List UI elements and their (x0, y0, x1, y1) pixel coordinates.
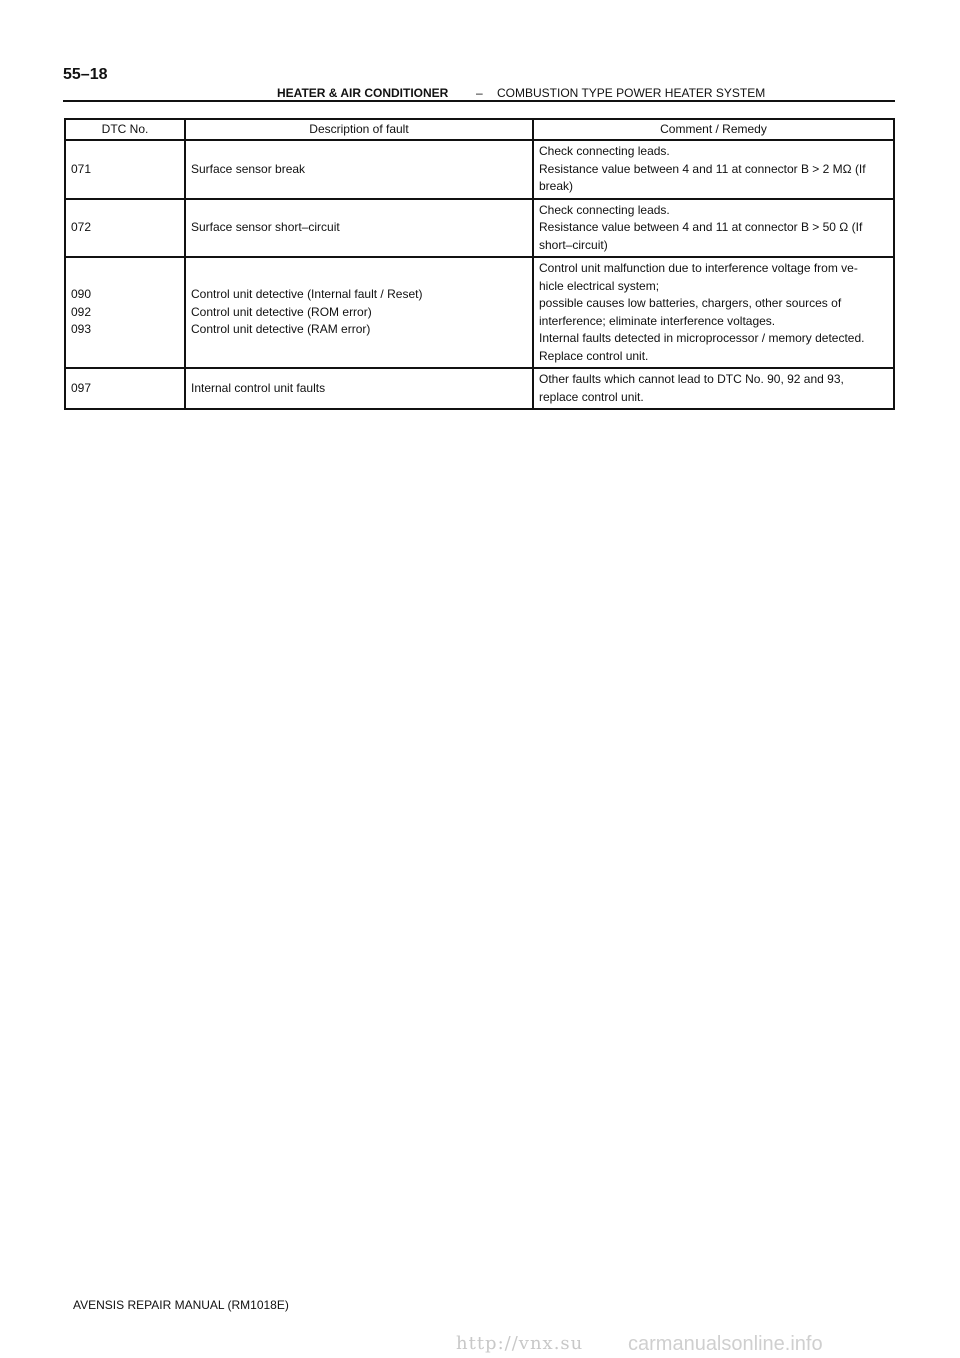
remedy-cell (533, 199, 894, 258)
remedy-line: possible causes low batteries, chargers, other sources of (539, 296, 842, 310)
remedy-line: Resistance value between 4 and 11 at connector B > 2 MΩ (If (539, 161, 866, 176)
remedy-line: break) (539, 179, 574, 193)
dtc-code-cell (65, 140, 185, 199)
column-header-dtc-no: DTC No. (65, 119, 185, 140)
remedy-line: Other faults which cannot lead to DTC No. 90, 92 and 93, (539, 372, 844, 386)
manual-footer: AVENSIS REPAIR MANUAL (RM1018E) (73, 1298, 289, 1312)
fault-description-cell (185, 199, 533, 258)
fault-description: Control unit detective (RAM error) (191, 322, 371, 337)
table-header-row (65, 119, 894, 140)
dtc-code: 092 (71, 304, 92, 319)
fault-description: Surface sensor break (191, 161, 306, 176)
dtc-code: 097 (71, 380, 92, 395)
fault-description: Internal control unit faults (191, 380, 326, 395)
remedy-line: short–circuit) (539, 237, 608, 252)
remedy-cell (533, 368, 894, 409)
page-header (63, 86, 895, 102)
dtc-code-cell (65, 257, 185, 368)
table-row (65, 257, 894, 368)
dtc-table (64, 118, 895, 410)
dtc-code: 090 (71, 287, 92, 302)
remedy-line: Check connecting leads. (539, 144, 670, 158)
column-header-remedy: Comment / Remedy (533, 119, 894, 140)
dtc-code: 093 (71, 322, 92, 337)
table-row (65, 199, 894, 258)
watermark-link: http://vnx.su (456, 1333, 584, 1354)
dtc-code: 072 (71, 220, 92, 234)
fault-description: Control unit detective (ROM error) (191, 304, 372, 319)
remedy-line: Resistance value between 4 and 11 at connector B > 50 Ω (If (539, 220, 863, 234)
header-separator: – (476, 86, 483, 100)
remedy-cell (533, 257, 894, 368)
dtc-code-cell (65, 199, 185, 258)
remedy-line: Check connecting leads. (539, 202, 670, 217)
section-title: HEATER & AIR CONDITIONER (277, 86, 449, 100)
fault-description-cell (185, 368, 533, 409)
dtc-code-cell (65, 368, 185, 409)
column-header-description: Description of fault (185, 119, 533, 140)
page-number: 55–18 (63, 66, 108, 83)
subsection-title: COMBUSTION TYPE POWER HEATER SYSTEM (497, 86, 766, 100)
fault-description-cell (185, 140, 533, 199)
remedy-line: hicle electrical system; (539, 278, 660, 293)
remedy-line: interference; eliminate interference voltages. (539, 313, 776, 328)
watermark-site: carmanualsonline.info (628, 1333, 823, 1355)
table-row (65, 368, 894, 409)
remedy-line: Internal faults detected in microprocessor / memory detected. (539, 331, 865, 345)
dtc-code: 071 (71, 161, 92, 176)
remedy-line: replace control unit. (539, 389, 644, 404)
fault-description: Surface sensor short–circuit (191, 220, 340, 234)
remedy-cell (533, 140, 894, 199)
fault-description-cell (185, 257, 533, 368)
fault-description: Control unit detective (Internal fault / Reset) (191, 287, 423, 302)
remedy-line: Replace control unit. (539, 348, 649, 363)
table-row (65, 140, 894, 199)
remedy-line: Control unit malfunction due to interference voltage from ve- (539, 261, 858, 275)
